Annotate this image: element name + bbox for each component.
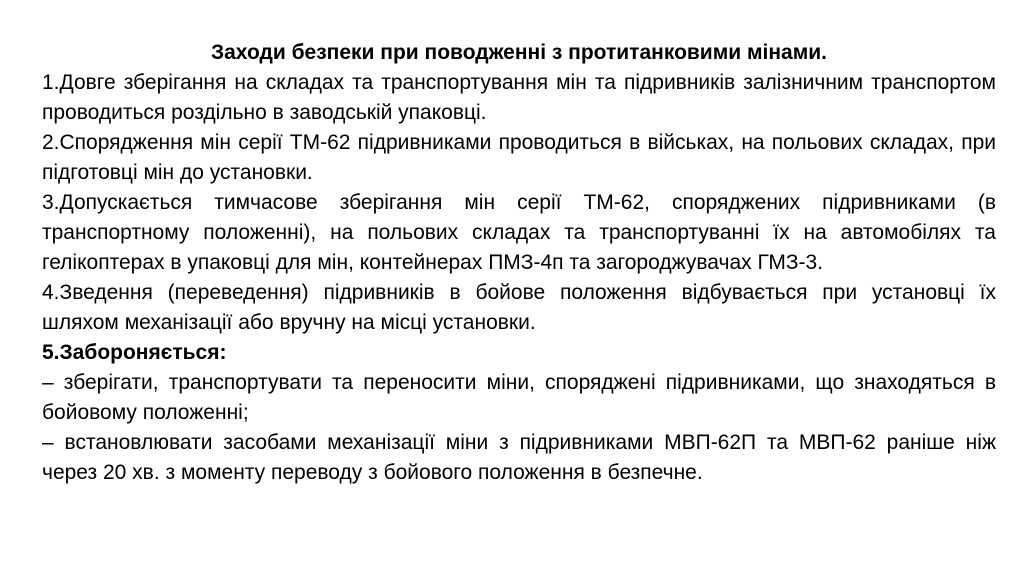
prohibited-item-2: – встановлювати засобами механізації міни з підривниками МВП-62П та МВП-62 раніше ніж через 20 хв. з моменту переводу з бойового положення в безпечне.	[42, 431, 996, 484]
rule-item-2: 2.Спорядження мін серії ТМ-62 підривниками проводиться в військах, на польових складах, при підготовці мін до установки.	[42, 131, 996, 184]
rule-item-1: 1.Довге зберігання на складах та транспортування мін та підривників залізничним транспортом проводиться роздільно в заводській упаковці.	[42, 71, 996, 124]
slide-title: Заходи безпеки при поводженні з протитанковими мінами.	[210, 41, 828, 64]
rule-item-4: 4.Зведення (переведення) підривників в бойове положення відбувається при установці їх шляхом механізації або вручну на місці установки.	[42, 281, 996, 334]
prohibited-heading: 5.Забороняється:	[42, 341, 227, 364]
slide-content	[42, 38, 996, 488]
rule-item-3: 3.Допускається тимчасове зберігання мін серії ТМ-62, споряджених підривниками (в транспортному положенні), на польових складах та транспортуванні їх на автомобілях та гелікоптерах в упаковці для мін, контейнерах ПМЗ-4п та загороджувачах ГМЗ-3.	[42, 191, 996, 274]
prohibited-item-1: – зберігати, транспортувати та переносити міни, споряджені підривниками, що знаходяться в бойовому положенні;	[42, 371, 996, 424]
